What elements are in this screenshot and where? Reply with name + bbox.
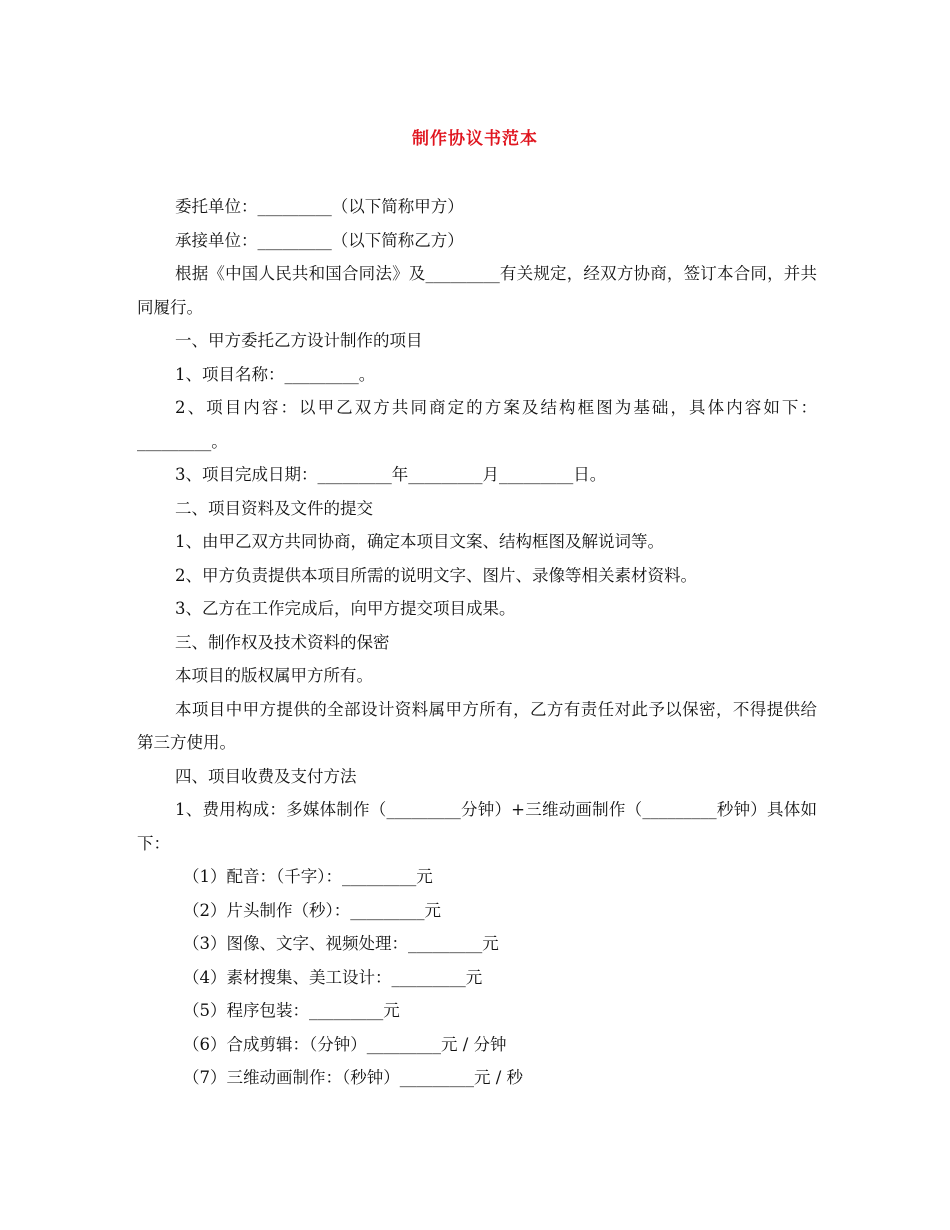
- section-heading-1: 一、甲方委托乙方设计制作的项目: [175, 331, 423, 350]
- fee-item-3d-animation: （7）三维动画制作：（秒钟）_________元 / 秒: [183, 1068, 524, 1087]
- paragraph-completion-date: 3、项目完成日期：_________年_________月_________日。: [175, 465, 607, 484]
- fee-item-dubbing: （1）配音：（千字）：_________元: [183, 867, 433, 886]
- document-title: 制作协议书范本: [412, 129, 538, 149]
- document-body: [137, 190, 817, 1095]
- paragraph-project-name: 1、项目名称：_________。: [175, 364, 376, 384]
- paragraph-submission-2: 2、甲方负责提供本项目所需的说明文字、图片、录像等相关素材资料。: [175, 565, 697, 585]
- section-heading-3: 三、制作权及技术资料的保密: [175, 632, 390, 652]
- fee-item-material-design: （4）素材搜集、美工设计：_________元: [183, 967, 483, 987]
- paragraph-client-unit: 委托单位：_________（以下简称甲方）: [175, 197, 464, 216]
- fee-item-image-processing: （3）图像、文字、视频处理：_________元: [183, 934, 499, 953]
- section-heading-2: 二、项目资料及文件的提交: [175, 498, 373, 518]
- paragraph-legal-basis: 根据《中国人民共和国合同法》及_________有关规定，经双方协商，签订本合同，并共同履行。: [137, 264, 817, 317]
- paragraph-project-content: 2、项目内容：以甲乙双方共同商定的方案及结构框图为基础，具体内容如下：_________。: [137, 398, 817, 451]
- paragraph-submission-1: 1、由甲乙双方共同协商，确定本项目文案、结构框图及解说词等。: [175, 532, 664, 551]
- paragraph-submission-3: 3、乙方在工作完成后，向甲方提交项目成果。: [175, 599, 516, 618]
- paragraph-copyright: 本项目的版权属甲方所有。: [175, 666, 373, 685]
- fee-item-editing: （6）合成剪辑：（分钟）_________元 / 分钟: [183, 1034, 507, 1054]
- paragraph-contractor-unit: 承接单位：_________（以下简称乙方）: [175, 230, 464, 250]
- paragraph-confidentiality: 本项目中甲方提供的全部设计资料属甲方所有，乙方有责任对此予以保密，不得提供给第三方使用。: [137, 699, 817, 752]
- fee-item-packaging: （5）程序包装：_________元: [183, 1001, 400, 1020]
- section-heading-4: 四、项目收费及支付方法: [175, 766, 357, 786]
- paragraph-fee-structure: 1、费用构成：多媒体制作（_________分钟）+三维动画制作（_________秒钟）具体如下：: [137, 800, 817, 853]
- fee-item-opening: （2）片头制作（秒）：_________元: [183, 900, 441, 920]
